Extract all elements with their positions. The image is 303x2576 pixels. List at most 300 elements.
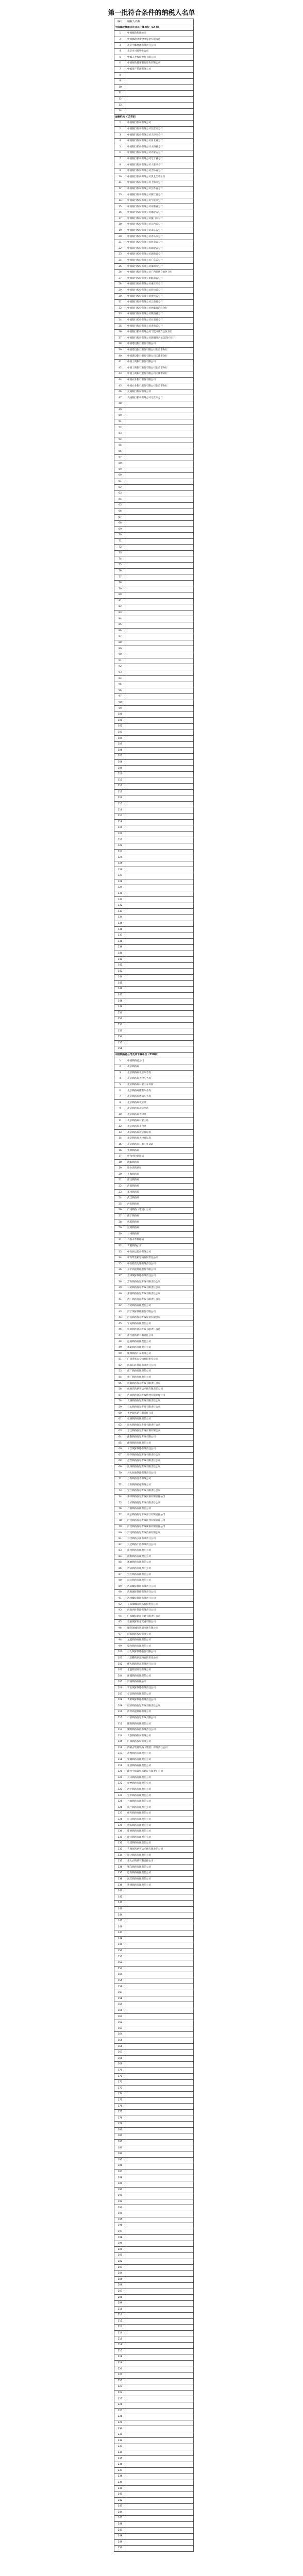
taxpayer-name [126, 497, 194, 503]
header-number: 编号 [114, 19, 126, 25]
row-number: 18 [114, 1160, 126, 1166]
row-number: 94 [114, 676, 126, 682]
taxpayer-name [126, 103, 194, 109]
table-row [114, 1136, 194, 1142]
row-number: 180 [114, 2127, 126, 2133]
table-row [114, 1727, 194, 1733]
row-number: 57 [114, 1393, 126, 1399]
table-row [114, 317, 194, 324]
table-row [114, 2498, 194, 2504]
table-row [114, 1554, 194, 1560]
table-row [114, 957, 194, 963]
row-number: 65 [114, 1440, 126, 1447]
row-number: 139 [114, 945, 126, 951]
table-row [114, 992, 194, 998]
row-number: 55 [114, 1381, 126, 1387]
row-number: 83 [114, 610, 126, 616]
taxpayer-name: 太中银铁路有限责任公司 [126, 1411, 194, 1417]
row-number: 175 [114, 2097, 126, 2104]
taxpayer-name [126, 2325, 194, 2331]
taxpayer-name [126, 795, 194, 802]
row-number: 154 [114, 1972, 126, 1978]
taxpayer-name: 长株潭城际铁路有限责任公司 [126, 1602, 194, 1608]
row-number: 94 [114, 1614, 126, 1620]
taxpayer-name: 西成铁路客运专线陕西有限责任公司 [126, 1393, 194, 1399]
table-row [114, 210, 194, 216]
table-row [114, 1942, 194, 1948]
table-row [114, 1542, 194, 1548]
row-number: 64 [114, 497, 126, 503]
taxpayer-name: 靖神铁路有限责任公司 [126, 1781, 194, 1787]
row-number: 43 [114, 371, 126, 378]
row-number: 95 [114, 1620, 126, 1626]
table-row [114, 1996, 194, 2002]
table-row [114, 2408, 194, 2414]
row-number: 65 [114, 503, 126, 509]
taxpayer-name: 中国银行股份有限公司贵州省分行 [126, 294, 194, 300]
row-number: 10 [114, 174, 126, 180]
taxpayer-name [126, 2408, 194, 2414]
taxpayer-name [126, 700, 194, 706]
taxpayer-name: 合福铁路有限责任公司 [126, 1506, 194, 1512]
row-number: 100 [114, 1650, 126, 1656]
table-row [114, 246, 194, 252]
taxpayer-name [126, 1972, 194, 1978]
taxpayer-name [126, 927, 194, 933]
row-number: 167 [114, 2049, 126, 2056]
row-number: 215 [114, 2336, 126, 2343]
table-row [114, 1894, 194, 1901]
taxpayer-name: 福厦铁路有限责任公司 [126, 1345, 194, 1351]
taxpayer-name: 昌九城际铁路股份有限公司 [126, 1650, 194, 1656]
taxpayer-name: 北京铁路局北京西站 [126, 1106, 194, 1112]
taxpayer-name: 中国工商银行股份有限公司 [126, 359, 194, 365]
row-number: 67 [114, 515, 126, 521]
row-number: 145 [114, 980, 126, 987]
taxpayer-name [126, 718, 194, 724]
table-row [114, 91, 194, 97]
taxpayer-name [126, 640, 194, 646]
taxpayer-name: 中国银行股份有限公司宁波市分行 [126, 198, 194, 204]
table-row [114, 1422, 194, 1429]
taxpayer-name [126, 1960, 194, 1966]
row-number: 219 [114, 2360, 126, 2366]
taxpayer-name [126, 2539, 194, 2546]
taxpayer-name: 龙厦铁路有限责任公司 [126, 1637, 194, 1643]
taxpayer-name: 交通银行股份有限公司 [126, 389, 194, 395]
row-number: 35 [114, 1261, 126, 1267]
table-row [114, 1142, 194, 1148]
taxpayer-name [126, 694, 194, 700]
taxpayer-name: 云桂铁路云南有限责任公司 [126, 1536, 194, 1542]
taxpayer-name: 中国农业银行股份有限公司北京市分行 [126, 383, 194, 389]
table-row [114, 407, 194, 413]
taxpayer-name: 杭甬铁路客运专线有限责任公司 [126, 1327, 194, 1333]
row-number: 71 [114, 538, 126, 545]
table-row [114, 879, 194, 885]
taxpayer-name [126, 897, 194, 903]
table-row [114, 1901, 194, 1907]
taxpayer-name: 武咸城际铁路有限责任公司 [126, 1584, 194, 1590]
row-number: 37 [114, 1273, 126, 1279]
table-row [114, 1721, 194, 1727]
table-row [114, 1082, 194, 1088]
taxpayer-name: 贵广铁路有限责任公司 [126, 1375, 194, 1381]
table-row [114, 2486, 194, 2492]
table-row [114, 1506, 194, 1512]
table-row [114, 1476, 194, 1482]
row-number: 163 [114, 2026, 126, 2032]
table-row [114, 1130, 194, 1136]
taxpayer-name [126, 2199, 194, 2205]
table-row [114, 1279, 194, 1285]
row-number: 26 [114, 269, 126, 276]
row-number: 111 [114, 777, 126, 784]
taxpayer-name: 南广铁路有限责任公司 [126, 1369, 194, 1375]
table-row [114, 2504, 194, 2510]
section-title: 中国邮政集团公司及其下属单位（14家） [114, 25, 194, 31]
row-number: 127 [114, 1811, 126, 1817]
table-row [114, 1028, 194, 1035]
taxpayer-name [126, 1984, 194, 1990]
table-row [114, 837, 194, 843]
taxpayer-name [126, 711, 194, 718]
taxpayer-name [126, 2390, 194, 2396]
table-row [114, 1954, 194, 1960]
table-row [114, 2145, 194, 2151]
row-number: 48 [114, 401, 126, 408]
table-row [114, 2092, 194, 2098]
row-number: 242 [114, 2498, 126, 2504]
taxpayer-name [126, 784, 194, 790]
taxpayer-name [126, 1996, 194, 2002]
row-number: 44 [114, 1315, 126, 1321]
taxpayer-name [126, 2336, 194, 2343]
taxpayer-name [126, 2193, 194, 2199]
row-number: 201 [114, 2253, 126, 2259]
table-row [114, 1888, 194, 1894]
row-number: 87 [114, 634, 126, 640]
taxpayer-name [126, 736, 194, 742]
row-number: 104 [114, 1673, 126, 1680]
table-row [114, 1936, 194, 1942]
row-number: 116 [114, 807, 126, 814]
table-row [114, 431, 194, 437]
row-number: 153 [114, 1966, 126, 1972]
table-row [114, 1494, 194, 1500]
taxpayer-name [126, 2097, 194, 2104]
table-row [114, 371, 194, 378]
row-number: 50 [114, 1351, 126, 1357]
taxpayer-name [126, 2062, 194, 2068]
row-number: 41 [114, 359, 126, 365]
row-number: 217 [114, 2348, 126, 2354]
table-row [114, 766, 194, 772]
row-number: 7 [114, 66, 126, 73]
table-row [114, 1440, 194, 1447]
row-number: 12 [114, 96, 126, 103]
table-row [114, 2265, 194, 2271]
table-row [114, 204, 194, 210]
row-number: 68 [114, 520, 126, 527]
table-row [114, 628, 194, 634]
taxpayer-name [126, 485, 194, 491]
table-row [114, 664, 194, 670]
table-row [114, 1369, 194, 1375]
taxpayer-name: 合武铁路有限责任公司 [126, 1303, 194, 1309]
row-number: 166 [114, 2044, 126, 2050]
taxpayer-name [126, 473, 194, 479]
taxpayer-name: 向莆铁路股份有限公司 [126, 1632, 194, 1638]
taxpayer-name: 中国银行股份有限公司浙江省分行 [126, 192, 194, 198]
table-row [114, 443, 194, 449]
taxpayer-name [126, 951, 194, 957]
taxpayer-name [126, 2468, 194, 2474]
table-row [114, 1225, 194, 1231]
taxpayer-name: 津保铁路有限责任公司 [126, 1440, 194, 1447]
table-row [114, 353, 194, 360]
row-number: 20 [114, 1172, 126, 1178]
row-number: 174 [114, 2092, 126, 2098]
taxpayer-name [126, 2438, 194, 2444]
row-number: 208 [114, 2295, 126, 2301]
row-number: 61 [114, 479, 126, 485]
taxpayer-name [126, 2008, 194, 2014]
row-number: 135 [114, 921, 126, 927]
row-number: 152 [114, 1022, 126, 1028]
row-number: 86 [114, 628, 126, 634]
row-number: 90 [114, 1590, 126, 1596]
table-row [114, 1404, 194, 1411]
row-number: 193 [114, 2205, 126, 2211]
table-row [114, 1040, 194, 1046]
table-row [114, 312, 194, 318]
row-number: 181 [114, 2133, 126, 2140]
table-row [114, 2330, 194, 2336]
taxpayer-name: 宝中铁路有限责任公司 [126, 1793, 194, 1799]
row-number: 123 [114, 1787, 126, 1793]
row-number: 93 [114, 670, 126, 676]
row-number: 243 [114, 2504, 126, 2510]
taxpayer-name: 中国银行股份有限公司黑龙江省分行 [126, 174, 194, 180]
row-number: 92 [114, 664, 126, 670]
taxpayer-name [126, 670, 194, 676]
table-row [114, 234, 194, 240]
row-number: 42 [114, 1303, 126, 1309]
taxpayer-name [126, 2253, 194, 2259]
table-row [114, 2115, 194, 2122]
taxpayer-name: 甬台温铁路有限责任公司 [126, 1333, 194, 1339]
table-row [114, 2199, 194, 2205]
row-number: 169 [114, 2062, 126, 2068]
row-number: 40 [114, 1291, 126, 1297]
row-number: 121 [114, 1775, 126, 1781]
row-number: 11 [114, 180, 126, 187]
taxpayer-name [126, 2486, 194, 2492]
taxpayer-name: 长吉城际铁路有限责任公司 [126, 1446, 194, 1452]
row-number: 102 [114, 1662, 126, 1668]
table-row [114, 1231, 194, 1238]
table-row [114, 1697, 194, 1703]
row-number: 239 [114, 2480, 126, 2486]
taxpayer-name [126, 837, 194, 843]
table-row [114, 754, 194, 760]
taxpayer-name [126, 1028, 194, 1035]
row-number: 107 [114, 1691, 126, 1698]
table-row [114, 2307, 194, 2313]
taxpayer-name: 蒙冀铁路有限责任公司 [126, 1757, 194, 1763]
taxpayer-name [126, 2277, 194, 2283]
table-row [114, 670, 194, 676]
taxpayer-name [126, 2330, 194, 2336]
table-row [114, 1739, 194, 1745]
row-number: 60 [114, 473, 126, 479]
table-row [114, 1948, 194, 1954]
taxpayer-name [126, 407, 194, 413]
table-row [114, 2342, 194, 2348]
row-number: 76 [114, 1506, 126, 1512]
taxpayer-name [126, 730, 194, 736]
row-number: 118 [114, 819, 126, 825]
row-number: 144 [114, 1912, 126, 1919]
taxpayer-name [126, 891, 194, 897]
taxpayer-name: 兰新铁路新疆有限公司 [126, 1482, 194, 1488]
table-row [114, 1650, 194, 1656]
table-row [114, 198, 194, 204]
taxpayer-name [126, 1936, 194, 1942]
table-row [114, 2533, 194, 2539]
row-number: 203 [114, 2265, 126, 2271]
row-number: 140 [114, 1888, 126, 1894]
table-row [114, 1309, 194, 1315]
row-number: 9 [114, 168, 126, 174]
taxpayer-name [126, 2079, 194, 2086]
row-number: 146 [114, 987, 126, 993]
table-row [114, 891, 194, 897]
taxpayer-name: 中国建设银行股份有限公司天津市分行 [126, 353, 194, 360]
taxpayer-name: 遂渝铁路有限责任公司 [126, 1560, 194, 1566]
taxpayer-name [126, 616, 194, 622]
table-row [114, 1835, 194, 1841]
taxpayer-name [126, 2223, 194, 2229]
table-row [114, 252, 194, 258]
table-row [114, 1124, 194, 1130]
table-row [114, 724, 194, 730]
row-number: 68 [114, 1459, 126, 1465]
row-number: 148 [114, 1936, 126, 1942]
taxpayer-name: 邯黄铁路有限责任公司 [126, 1721, 194, 1727]
table-row [114, 592, 194, 599]
table-row [114, 2539, 194, 2546]
table-row [114, 1817, 194, 1823]
table-row [114, 1267, 194, 1274]
table-row [114, 1745, 194, 1751]
table-row [114, 1393, 194, 1399]
taxpayer-name [126, 2313, 194, 2319]
taxpayer-name [126, 2163, 194, 2170]
table-row [114, 1429, 194, 1435]
table-row [114, 2325, 194, 2331]
table-row [114, 1918, 194, 1924]
taxpayer-name: 北京铁路局丰台站 [126, 1124, 194, 1130]
table-row [114, 324, 194, 330]
row-number: 14 [114, 198, 126, 204]
table-row [114, 2432, 194, 2438]
taxpayer-name [126, 2480, 194, 2486]
row-number: 126 [114, 1805, 126, 1811]
table-row [114, 1978, 194, 1984]
taxpayer-name: 牡绥铁路有限责任公司 [126, 1841, 194, 1847]
table-row [114, 1434, 194, 1440]
taxpayer-name: 成渝铁路客运专线有限责任公司 [126, 1381, 194, 1387]
taxpayer-name: 交通银行股份有限公司北京市分行 [126, 395, 194, 401]
row-number: 14 [114, 1136, 126, 1142]
taxpayer-name: 济青高速铁路有限公司 [126, 1709, 194, 1716]
taxpayer-name: 中国银行股份有限公司广东省分行 [126, 258, 194, 264]
table-row [114, 413, 194, 419]
taxpayer-name: 昆明铁路局 [126, 1225, 194, 1231]
row-number: 114 [114, 795, 126, 802]
table-row [114, 945, 194, 951]
row-number: 11 [114, 91, 126, 97]
taxpayer-name: 宁启铁路有限责任公司 [126, 1691, 194, 1698]
row-number: 161 [114, 2014, 126, 2020]
taxpayer-name: 哈尔滨铁路局 [126, 1166, 194, 1172]
table-row [114, 2211, 194, 2217]
table-row [114, 1363, 194, 1369]
taxpayer-name: 北京铁路局邯郸车务段 [126, 1088, 194, 1094]
taxpayer-name: 南昌铁路局 [126, 1178, 194, 1184]
row-number: 187 [114, 2169, 126, 2175]
table-row [114, 1333, 194, 1339]
taxpayer-name [126, 467, 194, 473]
row-number: 80 [114, 592, 126, 599]
row-number: 47 [114, 1333, 126, 1339]
taxpayer-name [126, 980, 194, 987]
row-number: 26 [114, 1208, 126, 1214]
taxpayer-name: 通让铁路有限责任公司 [126, 1853, 194, 1859]
row-number: 27 [114, 276, 126, 282]
table-row [114, 580, 194, 586]
table-row [114, 216, 194, 222]
row-number: 6 [114, 150, 126, 157]
table-row [114, 1876, 194, 1883]
table-row [114, 2300, 194, 2307]
table-row [114, 1560, 194, 1566]
row-number: 111 [114, 1715, 126, 1721]
taxpayer-name: 中国银行股份有限公司辽宁省分行 [126, 156, 194, 162]
taxpayer-name [126, 1010, 194, 1016]
row-number: 233 [114, 2444, 126, 2450]
table-row [114, 365, 194, 371]
table-row [114, 467, 194, 473]
taxpayer-name: 胶济铁路客运专线有限责任公司 [126, 1703, 194, 1709]
row-number: 225 [114, 2396, 126, 2402]
table-row [114, 132, 194, 139]
table-row [114, 2360, 194, 2366]
table-row [114, 2157, 194, 2163]
taxpayer-name [126, 664, 194, 670]
row-number: 246 [114, 2521, 126, 2528]
taxpayer-name [126, 759, 194, 766]
table-row [114, 527, 194, 533]
row-number: 244 [114, 2510, 126, 2516]
taxpayer-name [126, 2038, 194, 2044]
table-row [114, 730, 194, 736]
taxpayer-name: 中国农业银行股份有限公司 [126, 377, 194, 383]
table-row [114, 2097, 194, 2104]
taxpayer-name [126, 2020, 194, 2026]
